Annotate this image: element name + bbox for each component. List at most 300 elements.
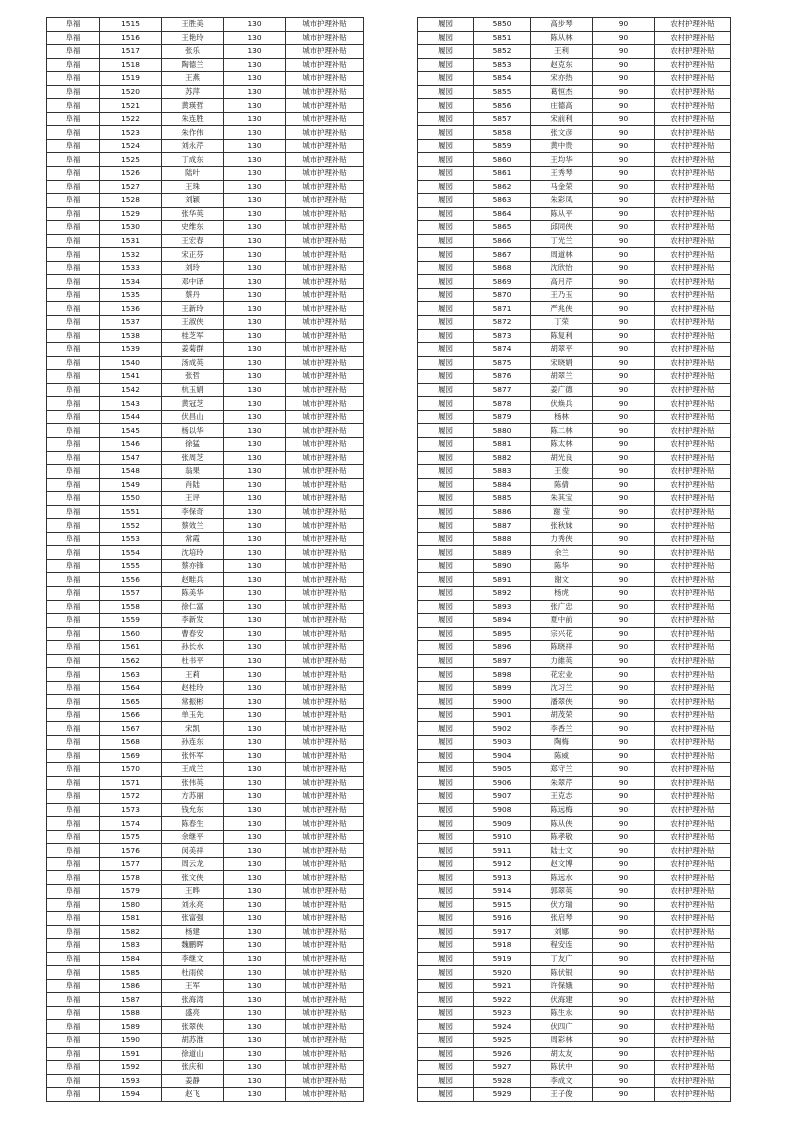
cell-subsidy-type: 城市护理补贴 — [286, 288, 364, 302]
table-row — [418, 1020, 731, 1034]
cell-subsidy-type: 城市护理补贴 — [286, 614, 364, 628]
table-row — [47, 1088, 364, 1102]
cell-town: 履园 — [418, 1088, 474, 1102]
cell-name: 王子俊 — [531, 1088, 593, 1102]
cell-name: 张怀军 — [162, 749, 224, 763]
table-row — [47, 99, 364, 113]
cell-subsidy-type: 农村护理补贴 — [655, 126, 731, 140]
cell-subsidy-type: 农村护理补贴 — [655, 532, 731, 546]
table-row — [47, 139, 364, 153]
cell-serial: 5864 — [474, 207, 531, 221]
cell-amount: 90 — [593, 695, 655, 709]
cell-subsidy-type: 城市护理补贴 — [286, 600, 364, 614]
table-row — [418, 776, 731, 790]
cell-town: 阜福 — [47, 72, 100, 86]
cell-serial: 1547 — [100, 451, 162, 465]
cell-serial: 5853 — [474, 58, 531, 72]
cell-subsidy-type: 城市护理补贴 — [286, 492, 364, 506]
cell-serial: 1521 — [100, 99, 162, 113]
cell-serial: 5906 — [474, 776, 531, 790]
cell-subsidy-type: 城市护理补贴 — [286, 31, 364, 45]
cell-name: 朱彩凤 — [531, 194, 593, 208]
cell-town: 阜福 — [47, 437, 100, 451]
cell-name: 胡翠兰 — [531, 370, 593, 384]
cell-amount: 90 — [593, 885, 655, 899]
cell-subsidy-type: 农村护理补贴 — [655, 302, 731, 316]
cell-name: 陈远梅 — [531, 803, 593, 817]
cell-subsidy-type: 城市护理补贴 — [286, 410, 364, 424]
cell-amount: 90 — [593, 492, 655, 506]
cell-subsidy-type: 农村护理补贴 — [655, 952, 731, 966]
cell-town: 履园 — [418, 573, 474, 587]
cell-amount: 130 — [224, 776, 286, 790]
cell-town: 阜福 — [47, 776, 100, 790]
cell-name: 王克志 — [531, 790, 593, 804]
cell-amount: 130 — [224, 532, 286, 546]
cell-serial: 5887 — [474, 519, 531, 533]
cell-serial: 5886 — [474, 505, 531, 519]
cell-amount: 90 — [593, 234, 655, 248]
cell-name: 伏昌山 — [162, 410, 224, 424]
cell-subsidy-type: 城市护理补贴 — [286, 234, 364, 248]
cell-serial: 1592 — [100, 1061, 162, 1075]
cell-amount: 130 — [224, 451, 286, 465]
cell-subsidy-type: 农村护理补贴 — [655, 112, 731, 126]
cell-serial: 1564 — [100, 681, 162, 695]
cell-name: 陈华 — [531, 559, 593, 573]
cell-town: 履园 — [418, 437, 474, 451]
cell-town: 阜福 — [47, 343, 100, 357]
cell-subsidy-type: 城市护理补贴 — [286, 248, 364, 262]
cell-serial: 5875 — [474, 356, 531, 370]
table-row — [418, 370, 731, 384]
cell-serial: 5856 — [474, 99, 531, 113]
table-row — [418, 410, 731, 424]
cell-name: 王晔 — [162, 885, 224, 899]
table-row — [47, 112, 364, 126]
table-row — [418, 912, 731, 926]
cell-amount: 90 — [593, 45, 655, 59]
table-row — [418, 641, 731, 655]
cell-subsidy-type: 城市护理补贴 — [286, 275, 364, 289]
cell-town: 履园 — [418, 857, 474, 871]
cell-amount: 90 — [593, 85, 655, 99]
cell-town: 履园 — [418, 600, 474, 614]
cell-amount: 130 — [224, 58, 286, 72]
cell-name: 杜雨侯 — [162, 966, 224, 980]
table-row — [47, 1061, 364, 1075]
cell-amount: 130 — [224, 573, 286, 587]
cell-amount: 130 — [224, 1020, 286, 1034]
cell-name: 余兰 — [531, 546, 593, 560]
table-row — [47, 356, 364, 370]
cell-serial: 1574 — [100, 817, 162, 831]
cell-town: 阜福 — [47, 370, 100, 384]
cell-name: 徐道山 — [162, 1047, 224, 1061]
table-row — [418, 573, 731, 587]
cell-amount: 130 — [224, 749, 286, 763]
cell-subsidy-type: 城市护理补贴 — [286, 153, 364, 167]
cell-subsidy-type: 农村护理补贴 — [655, 627, 731, 641]
cell-amount: 130 — [224, 397, 286, 411]
cell-subsidy-type: 城市护理补贴 — [286, 844, 364, 858]
cell-name: 肖陆 — [162, 478, 224, 492]
table-row — [47, 776, 364, 790]
cell-serial: 1580 — [100, 898, 162, 912]
cell-amount: 130 — [224, 993, 286, 1007]
cell-subsidy-type: 农村护理补贴 — [655, 790, 731, 804]
cell-amount: 90 — [593, 803, 655, 817]
cell-amount: 90 — [593, 99, 655, 113]
cell-amount: 90 — [593, 871, 655, 885]
cell-serial: 1588 — [100, 1006, 162, 1020]
table-row — [418, 45, 731, 59]
cell-town: 履园 — [418, 261, 474, 275]
cell-name: 张华英 — [162, 207, 224, 221]
cell-subsidy-type: 城市护理补贴 — [286, 519, 364, 533]
cell-town: 阜福 — [47, 139, 100, 153]
cell-name: 花宏业 — [531, 668, 593, 682]
cell-name: 刘玲 — [162, 261, 224, 275]
table-row — [47, 343, 364, 357]
cell-amount: 90 — [593, 600, 655, 614]
cell-subsidy-type: 农村护理补贴 — [655, 898, 731, 912]
cell-subsidy-type: 农村护理补贴 — [655, 31, 731, 45]
cell-name: 蔡效兰 — [162, 519, 224, 533]
cell-subsidy-type: 农村护理补贴 — [655, 722, 731, 736]
cell-town: 履园 — [418, 112, 474, 126]
cell-amount: 90 — [593, 424, 655, 438]
cell-town: 阜福 — [47, 112, 100, 126]
cell-town: 阜福 — [47, 126, 100, 140]
cell-subsidy-type: 城市护理补贴 — [286, 546, 364, 560]
cell-serial: 1589 — [100, 1020, 162, 1034]
cell-name: 沈习兰 — [531, 681, 593, 695]
cell-name: 胡苏淮 — [162, 1034, 224, 1048]
table-row — [47, 857, 364, 871]
cell-serial: 5899 — [474, 681, 531, 695]
cell-name: 谢文 — [531, 573, 593, 587]
table-row — [47, 288, 364, 302]
cell-subsidy-type: 城市护理补贴 — [286, 1047, 364, 1061]
cell-serial: 1545 — [100, 424, 162, 438]
cell-subsidy-type: 农村护理补贴 — [655, 194, 731, 208]
cell-town: 阜福 — [47, 681, 100, 695]
cell-serial: 5926 — [474, 1047, 531, 1061]
cell-town: 履园 — [418, 478, 474, 492]
cell-subsidy-type: 城市护理补贴 — [286, 803, 364, 817]
cell-amount: 130 — [224, 356, 286, 370]
cell-amount: 90 — [593, 1061, 655, 1075]
cell-name: 胡太友 — [531, 1047, 593, 1061]
cell-town: 履园 — [418, 139, 474, 153]
cell-amount: 90 — [593, 993, 655, 1007]
cell-subsidy-type: 城市护理补贴 — [286, 45, 364, 59]
cell-subsidy-type: 城市护理补贴 — [286, 505, 364, 519]
cell-name: 闵美祥 — [162, 844, 224, 858]
cell-name: 杨林 — [531, 410, 593, 424]
cell-serial: 5904 — [474, 749, 531, 763]
cell-subsidy-type: 农村护理补贴 — [655, 925, 731, 939]
cell-serial: 5885 — [474, 492, 531, 506]
table-row — [47, 424, 364, 438]
cell-town: 阜福 — [47, 830, 100, 844]
cell-name: 赵桂玲 — [162, 681, 224, 695]
table-row — [47, 397, 364, 411]
table-row — [47, 207, 364, 221]
cell-name: 钱允东 — [162, 803, 224, 817]
cell-subsidy-type: 农村护理补贴 — [655, 397, 731, 411]
cell-town: 阜福 — [47, 1034, 100, 1048]
cell-serial: 1587 — [100, 993, 162, 1007]
cell-amount: 130 — [224, 559, 286, 573]
table-row — [47, 248, 364, 262]
cell-town: 履园 — [418, 681, 474, 695]
cell-town: 阜福 — [47, 45, 100, 59]
cell-name: 陈倩 — [531, 478, 593, 492]
cell-name: 张启琴 — [531, 912, 593, 926]
cell-name: 王淑侠 — [162, 316, 224, 330]
cell-name: 郑守兰 — [531, 763, 593, 777]
cell-subsidy-type: 城市护理补贴 — [286, 18, 364, 32]
cell-town: 履园 — [418, 614, 474, 628]
cell-name: 陈美华 — [162, 586, 224, 600]
cell-amount: 90 — [593, 58, 655, 72]
cell-serial: 5900 — [474, 695, 531, 709]
cell-amount: 130 — [224, 925, 286, 939]
table-row — [47, 925, 364, 939]
cell-town: 履园 — [418, 302, 474, 316]
cell-town: 阜福 — [47, 817, 100, 831]
table-row — [418, 1034, 731, 1048]
table-row — [47, 952, 364, 966]
cell-amount: 130 — [224, 302, 286, 316]
cell-serial: 1525 — [100, 153, 162, 167]
table-row — [418, 492, 731, 506]
cell-serial: 5925 — [474, 1034, 531, 1048]
cell-serial: 1533 — [100, 261, 162, 275]
cell-subsidy-type: 农村护理补贴 — [655, 139, 731, 153]
cell-subsidy-type: 城市护理补贴 — [286, 993, 364, 1007]
cell-amount: 130 — [224, 72, 286, 86]
table-row — [47, 939, 364, 953]
cell-town: 履园 — [418, 546, 474, 560]
cell-town: 履园 — [418, 803, 474, 817]
cell-town: 履园 — [418, 1047, 474, 1061]
cell-serial: 1536 — [100, 302, 162, 316]
cell-subsidy-type: 城市护理补贴 — [286, 85, 364, 99]
cell-amount: 90 — [593, 532, 655, 546]
cell-subsidy-type: 农村护理补贴 — [655, 316, 731, 330]
cell-amount: 130 — [224, 912, 286, 926]
cell-amount: 130 — [224, 1047, 286, 1061]
cell-serial: 5861 — [474, 167, 531, 181]
cell-serial: 1529 — [100, 207, 162, 221]
cell-name: 陈从侠 — [531, 817, 593, 831]
cell-subsidy-type: 农村护理补贴 — [655, 1034, 731, 1048]
cell-town: 履园 — [418, 695, 474, 709]
cell-subsidy-type: 城市护理补贴 — [286, 1034, 364, 1048]
cell-subsidy-type: 城市护理补贴 — [286, 180, 364, 194]
cell-subsidy-type: 农村护理补贴 — [655, 85, 731, 99]
cell-subsidy-type: 城市护理补贴 — [286, 383, 364, 397]
cell-subsidy-type: 城市护理补贴 — [286, 654, 364, 668]
cell-subsidy-type: 城市护理补贴 — [286, 329, 364, 343]
cell-serial: 1568 — [100, 735, 162, 749]
cell-amount: 130 — [224, 18, 286, 32]
cell-subsidy-type: 农村护理补贴 — [655, 966, 731, 980]
cell-amount: 130 — [224, 1088, 286, 1102]
table-row — [418, 885, 731, 899]
cell-name: 曹春安 — [162, 627, 224, 641]
cell-name: 张文侠 — [162, 871, 224, 885]
cell-town: 阜福 — [47, 735, 100, 749]
cell-serial: 1555 — [100, 559, 162, 573]
cell-serial: 1566 — [100, 708, 162, 722]
cell-town: 履园 — [418, 180, 474, 194]
cell-subsidy-type: 农村护理补贴 — [655, 451, 731, 465]
table-row — [418, 194, 731, 208]
cell-subsidy-type: 农村护理补贴 — [655, 979, 731, 993]
cell-serial: 1537 — [100, 316, 162, 330]
cell-serial: 1571 — [100, 776, 162, 790]
right-roster-table — [417, 17, 731, 1102]
cell-subsidy-type: 城市护理补贴 — [286, 939, 364, 953]
table-row — [418, 695, 731, 709]
cell-serial: 5901 — [474, 708, 531, 722]
table-row — [418, 966, 731, 980]
cell-name: 陈生永 — [531, 1006, 593, 1020]
cell-town: 履园 — [418, 952, 474, 966]
table-row — [418, 844, 731, 858]
cell-town: 履园 — [418, 153, 474, 167]
table-row — [47, 302, 364, 316]
cell-amount: 90 — [593, 857, 655, 871]
cell-amount: 90 — [593, 478, 655, 492]
cell-serial: 1591 — [100, 1047, 162, 1061]
cell-name: 张广忠 — [531, 600, 593, 614]
cell-subsidy-type: 农村护理补贴 — [655, 248, 731, 262]
cell-amount: 130 — [224, 383, 286, 397]
cell-amount: 130 — [224, 830, 286, 844]
cell-subsidy-type: 农村护理补贴 — [655, 885, 731, 899]
cell-serial: 1557 — [100, 586, 162, 600]
cell-amount: 90 — [593, 1006, 655, 1020]
cell-subsidy-type: 城市护理补贴 — [286, 465, 364, 479]
cell-subsidy-type: 农村护理补贴 — [655, 180, 731, 194]
table-row — [418, 735, 731, 749]
table-row — [47, 898, 364, 912]
cell-serial: 5851 — [474, 31, 531, 45]
cell-amount: 90 — [593, 749, 655, 763]
cell-serial: 1582 — [100, 925, 162, 939]
cell-subsidy-type: 城市护理补贴 — [286, 1074, 364, 1088]
cell-name: 宋正芬 — [162, 248, 224, 262]
cell-amount: 130 — [224, 966, 286, 980]
cell-town: 履园 — [418, 234, 474, 248]
cell-serial: 5907 — [474, 790, 531, 804]
cell-subsidy-type: 城市护理补贴 — [286, 722, 364, 736]
table-row — [418, 586, 731, 600]
table-row — [47, 708, 364, 722]
cell-serial: 5866 — [474, 234, 531, 248]
table-row — [418, 1088, 731, 1102]
cell-name: 杨建 — [162, 925, 224, 939]
cell-amount: 90 — [593, 410, 655, 424]
cell-amount: 90 — [593, 708, 655, 722]
cell-amount: 130 — [224, 492, 286, 506]
cell-subsidy-type: 农村护理补贴 — [655, 1047, 731, 1061]
table-row — [47, 1020, 364, 1034]
table-row — [418, 288, 731, 302]
cell-name: 朱其宝 — [531, 492, 593, 506]
cell-name: 高步琴 — [531, 18, 593, 32]
table-row — [418, 126, 731, 140]
cell-name: 葛恒杰 — [531, 85, 593, 99]
table-row — [47, 31, 364, 45]
cell-town: 履园 — [418, 641, 474, 655]
cell-town: 履园 — [418, 383, 474, 397]
cell-serial: 1532 — [100, 248, 162, 262]
cell-name: 伏焕兵 — [531, 397, 593, 411]
cell-town: 阜福 — [47, 451, 100, 465]
table-row — [47, 614, 364, 628]
cell-name: 张富强 — [162, 912, 224, 926]
cell-subsidy-type: 城市护理补贴 — [286, 370, 364, 384]
cell-name: 陈伏银 — [531, 966, 593, 980]
cell-amount: 130 — [224, 329, 286, 343]
table-row — [418, 180, 731, 194]
cell-town: 履园 — [418, 221, 474, 235]
cell-town: 阜福 — [47, 993, 100, 1007]
cell-name: 张秋妹 — [531, 519, 593, 533]
cell-town: 阜福 — [47, 722, 100, 736]
cell-subsidy-type: 城市护理补贴 — [286, 830, 364, 844]
cell-town: 阜福 — [47, 58, 100, 72]
cell-name: 谢 莹 — [531, 505, 593, 519]
cell-subsidy-type: 农村护理补贴 — [655, 735, 731, 749]
table-row — [47, 885, 364, 899]
table-row — [418, 234, 731, 248]
cell-serial: 1594 — [100, 1088, 162, 1102]
cell-amount: 90 — [593, 966, 655, 980]
cell-name: 常霞 — [162, 532, 224, 546]
table-row — [47, 167, 364, 181]
cell-serial: 5898 — [474, 668, 531, 682]
table-row — [47, 722, 364, 736]
cell-subsidy-type: 农村护理补贴 — [655, 45, 731, 59]
table-row — [418, 112, 731, 126]
cell-name: 张翠侠 — [162, 1020, 224, 1034]
cell-serial: 5882 — [474, 451, 531, 465]
cell-serial: 5894 — [474, 614, 531, 628]
cell-town: 履园 — [418, 72, 474, 86]
cell-amount: 130 — [224, 248, 286, 262]
cell-amount: 90 — [593, 641, 655, 655]
cell-serial: 5927 — [474, 1061, 531, 1075]
table-row — [47, 370, 364, 384]
cell-subsidy-type: 农村护理补贴 — [655, 234, 731, 248]
cell-serial: 1575 — [100, 830, 162, 844]
cell-subsidy-type: 农村护理补贴 — [655, 1061, 731, 1075]
cell-subsidy-type: 城市护理补贴 — [286, 817, 364, 831]
cell-town: 履园 — [418, 397, 474, 411]
cell-serial: 1554 — [100, 546, 162, 560]
cell-serial: 5905 — [474, 763, 531, 777]
cell-serial: 1577 — [100, 857, 162, 871]
cell-name: 周道林 — [531, 248, 593, 262]
cell-town: 阜福 — [47, 966, 100, 980]
